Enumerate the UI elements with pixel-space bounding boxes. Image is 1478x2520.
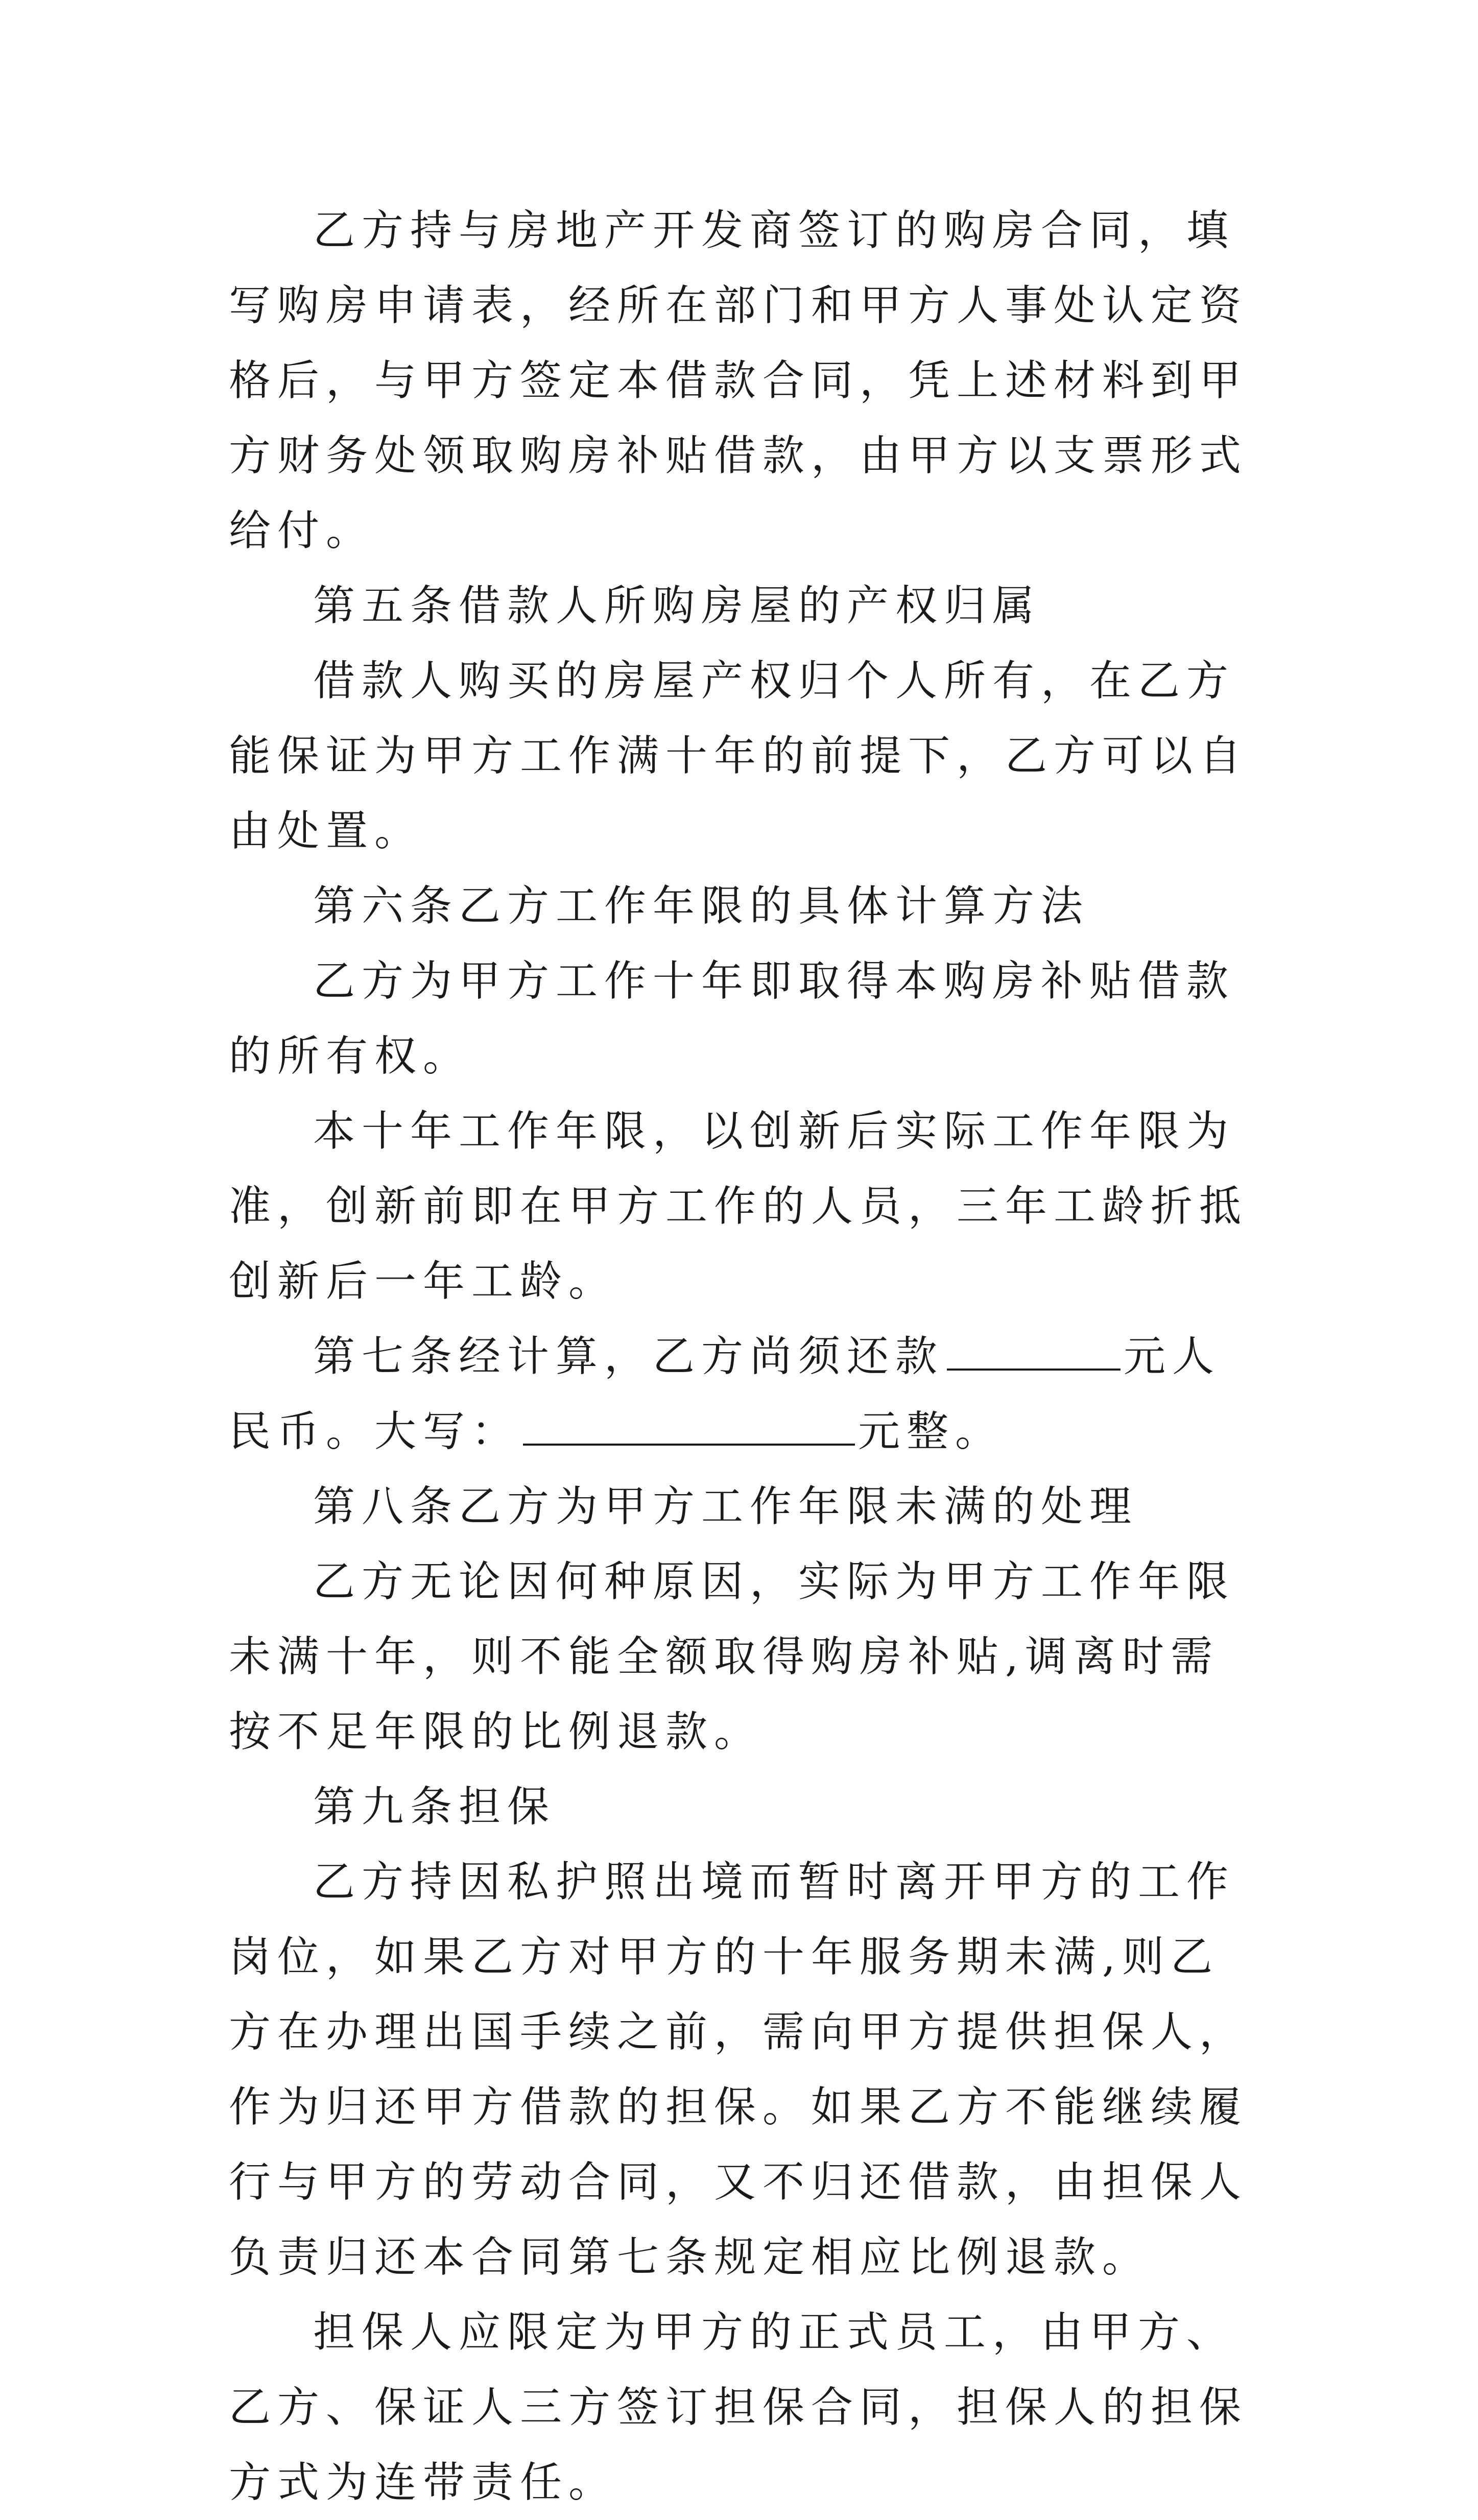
article-6-paragraph-2: 本十年工作年限，以创新后实际工作年限为准，创新前即在甲方工作的人员，三年工龄折抵创新后一年工龄。 xyxy=(229,1107,1248,1306)
article-7-text-2: 元人民币。大写： xyxy=(229,1332,1221,1456)
article-8-paragraph: 乙方无论因何种原因，实际为甲方工作年限未满十年，则不能全额取得购房补贴,调离时需按不足年限的比例退款。 xyxy=(229,1557,1235,1756)
paragraph-purchase-procedure: 乙方持与房地产开发商签订的购房合同，填写购房申请表，经所在部门和甲方人事处认定资格后，与甲方签定本借款合同，凭上述材料到甲方财务处领取购房补贴借款，由甲方以支票形式给付。 xyxy=(229,206,1248,555)
document-body xyxy=(229,193,1266,2520)
article-5-paragraph: 借款人购买的房屋产权归个人所有，在乙方能保证为甲方工作满十年的前提下，乙方可以自由处置。 xyxy=(229,657,1248,855)
article-6-heading: 第六条乙方工作年限的具体计算方法 xyxy=(313,882,1090,930)
article-9-paragraph-2: 担保人应限定为甲方的正式员工，由甲方、乙方、保证人三方签订担保合同，担保人的担保方式为连带责任。 xyxy=(229,2308,1248,2507)
article-5-heading: 第五条借款人所购房屋的产权归属 xyxy=(313,582,1041,630)
article-7-text-3: 元整。 xyxy=(858,1407,1004,1456)
article-7-paragraph xyxy=(229,1319,1266,1469)
article-9-heading: 第九条担保 xyxy=(313,1783,556,1831)
article-6-paragraph-1: 乙方为甲方工作十年即取得本购房补贴借款的所有权。 xyxy=(229,957,1235,1081)
amount-in-words-blank xyxy=(523,1408,855,1446)
amount-blank xyxy=(947,1333,1121,1371)
article-9-paragraph-1: 乙方持因私护照出境而暂时离开甲方的工作岗位，如果乙方对甲方的十年服务期未满,则乙方在办理出国手续之前，需向甲方提供担保人，作为归还甲方借款的担保。如果乙方不能继续履行与甲方的劳动合同，又不归还借款，由担保人负责归还本合同第七条规定相应比例退款。 xyxy=(229,1858,1248,2282)
article-7-text-1: 第七条经计算，乙方尚须还款 xyxy=(313,1332,944,1381)
article-8-heading: 第八条乙方为甲方工作年限未满的处理 xyxy=(313,1482,1138,1531)
